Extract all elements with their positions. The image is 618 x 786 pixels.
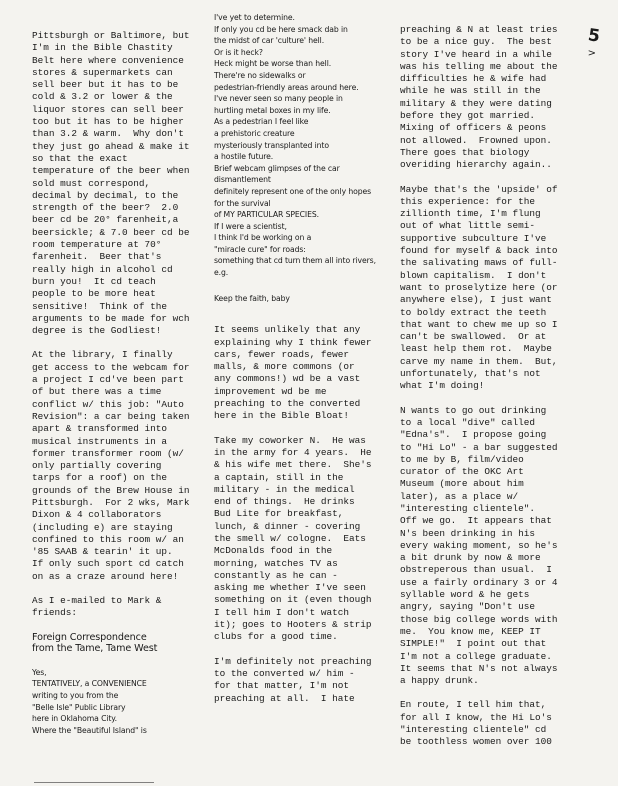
page-arrow-mark: > [587,48,596,59]
handwritten-letter-continued: I've yet to determine. If only you cd be here smack dab in the midst of car 'culture' hell. Or is it heck? Heck might be worse than hell. There're no sidewalks or pedestrian-friendly areas around here. I've never seen so many people in hurtling metal boxes in my life. As a pedestrian I feel like a prehistoric creature mysteriously transplanted into a hostile future. Brief webcam glimpses of the car dismantlement definitely represent one of the only hopes for the survival of MY PARTICULAR SPECIES. If I were a scientist, I think I'd be working on a "miracle cure" for roads: something that cd turn them all into rivers, e.g. [214,13,376,278]
paragraph-not-preaching: I'm definitely not preaching to the converted w/ him - for that matter, I'm not preaching at all. I hate [214,655,372,704]
column-right [400,24,584,761]
page-number: 5 [586,25,602,47]
handwritten-heading: Foreign Correspondence from the Tame, Tame West [32,631,158,655]
column-middle [214,12,384,717]
paragraph-fewer-cars: It seems unlikely that any explaining why I think fewer cars, fewer roads, fewer malls, & more commons (or any commons!) wd be a vast improvement wd be me preaching to the converted here in the Bible Bloat! [214,324,372,422]
handwritten-letter-start: Yes, TENTATIVELY, a CONVENIENCE writing to you from the "Belle Isle" Public Library here in Oklahoma City. Where the "Beautiful Island" is [32,667,147,735]
column-left [32,30,204,736]
paragraph-coworker-n: Take my coworker N. He was in the army for 4 years. He & his wife met there. She's a captain, still in the military - in the medical end of things. He drinks Bud Lite for breakfast, lunch, & dinner - covering the smell w/ cologne. Eats McDonalds food in the morning, watches TV as constantly as he can - asking me whether I've seen something on it (even though I tell him I don't watch it); goes to Hooters & strip clubs for a good time. [214,434,372,643]
paragraph-library-webcam: At the library, I finally get access to the webcam for a project I cd've been part of but there was a time conflict w/ this job: "Auto Revision": a car being taken apart & transformed into musical instruments in a former transformer room (w/ only partially covering tarps for a roof) on the grounds of the Brew House in Pittsburgh. For 2 wks, Mark Dixon & 4 collaborators (including e) are staying confined to this room w/ an '85 SAAB & tearin' it up. If only such sport cd catch on as a craze around here! [32,349,190,582]
bottom-rule-divider [34,782,154,783]
paragraph-beer-laws: Pittsburgh or Baltimore, but I'm in the Bible Chastity Belt here where convenience stores & supermarkets can sell beer but it has to be cold & 3.2 or lower & the liquor stores can sell beer too but it has to be higher than 3.2 & warm. Why don't they just go ahead & make it so that the exact temperature of the beer when sold must correspond, decimal by decimal, to the strength of the beer? 2.0 beer cd be 20° farenheit,a beersickle; & 7.0 beer cd be room temperature at 70° farenheit. Beer that's really high in alcohol cd burn you! It cd teach people to be more heat sensitive! Think of the arguments to be made for wch degree is the Godliest! [32,30,190,337]
paragraph-hi-lo: N wants to go out drinking to a local "dive" called "Edna's". I propose going to "Hi Lo" - a bar suggested to me by B, film/video curator of the OKC Art Museum (more about him later), as a place w/ "interesting clientele". Off we go. It appears that N's been drinking in his every waking moment, so he's a bit drunk by now & more obstreperous than usual. I use a fairly ordinary 3 or 4 syllable word & he gets angry, saying "Don't use those big college words with me. You know me, KEEP IT SIMPLE!" I point out that I'm not a college graduate. It seems that N's not always a happy drunk. [400,404,558,687]
paragraph-upside: Maybe that's the 'upside' of this experience: for the zillionth time, I'm flung out of what little semi- supportive subculture I've found for myself & back into the salivating maws of full- blown capitalism. I don't want to proselytize here (or anywhere else), I just want to boldy extract the teeth that want to chew me up so I can't be swallowed. Or at least help them rot. Maybe carve my name in them. But, unfortunately, that's not what I'm doing! [400,183,558,392]
paragraph-email-intro: As I e-mailed to Mark & friends: [32,595,162,619]
handwritten-signoff: Keep the faith, baby [214,293,290,303]
paragraph-nice-guy: preaching & N at least tries to be a nice guy. The best story I've heard in a while was his telling me about the difficulties he & wife had while he was still in the military & they were dating before they got married. Mixing of officers & peons not allowed. Frowned upon. There goes that biology overiding hierarchy again.. [400,24,558,171]
paragraph-en-route: En route, I tell him that, for all I know, the Hi Lo's "interesting clientele" cd be toothless women over 100 [400,699,552,748]
